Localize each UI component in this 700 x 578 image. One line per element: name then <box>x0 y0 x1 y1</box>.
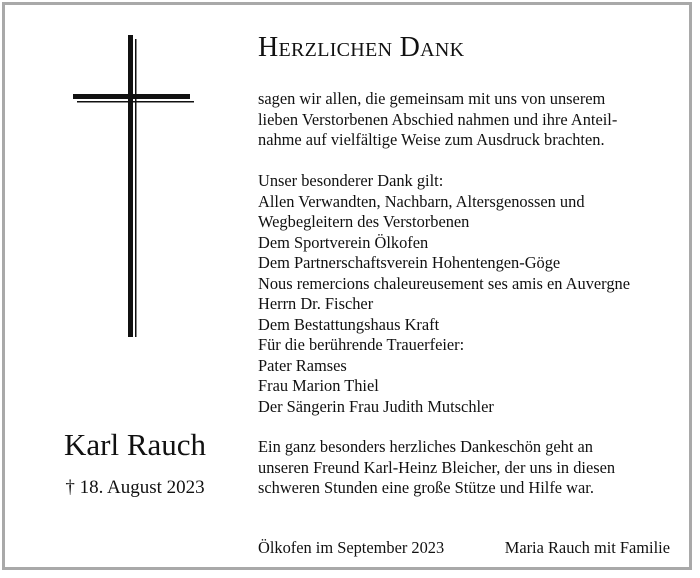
latin-cross-icon <box>5 5 225 345</box>
text-line: Allen Verwandten, Nachbarn, Altersgenossen und <box>258 191 585 211</box>
text-line: sagen wir allen, die gemeinsam mit uns von unserem <box>258 89 606 108</box>
text-line: Wegbegleitern des Verstorbenen <box>258 212 470 231</box>
text-line: Nous remercions chaleureusement ses amis en Auvergne <box>258 273 631 293</box>
text-line: Pater Ramses <box>258 355 347 375</box>
intro-paragraph <box>258 89 678 151</box>
text-line: Frau Marion Thiel <box>258 376 379 395</box>
text-line: nahme auf vielfältige Weise zum Ausdruck brachten. <box>258 130 605 149</box>
text-line: Unser besonderer Dank gilt: <box>258 171 444 190</box>
signature: Maria Rauch mit Familie <box>504 538 670 557</box>
text-line: Ein ganz besonders herzliches Dankeschön geht an <box>258 437 593 456</box>
text-line: Für die berührende Trauerfeier: <box>258 335 465 354</box>
text-line: Dem Partnerschaftsverein Hohentengen-Göge <box>258 253 561 272</box>
place-date: Ölkofen im September 2023 <box>258 538 445 557</box>
text-line: schweren Stunden eine große Stütze und Hilfe war. <box>258 478 594 497</box>
death-date: † 18. August 2023 <box>65 477 205 498</box>
text-line: Der Sängerin Frau Judith Mutschler <box>258 396 494 416</box>
thanks-list <box>258 171 678 417</box>
text-line: Dem Bestattungshaus Kraft <box>258 314 440 334</box>
text-line: unseren Freund Karl-Heinz Bleicher, der uns in diesen <box>258 457 616 477</box>
text-line: Dem Sportverein Ölkofen <box>258 232 429 252</box>
final-paragraph <box>258 437 678 499</box>
text-line: lieben Verstorbenen Abschied nahmen und ihre Anteil- <box>258 109 618 129</box>
notice-title: Herzlichen Dank <box>258 32 465 63</box>
text-line: Herrn Dr. Fischer <box>258 294 374 313</box>
deceased-name: Karl Rauch <box>63 427 207 462</box>
obituary-card <box>2 2 692 570</box>
